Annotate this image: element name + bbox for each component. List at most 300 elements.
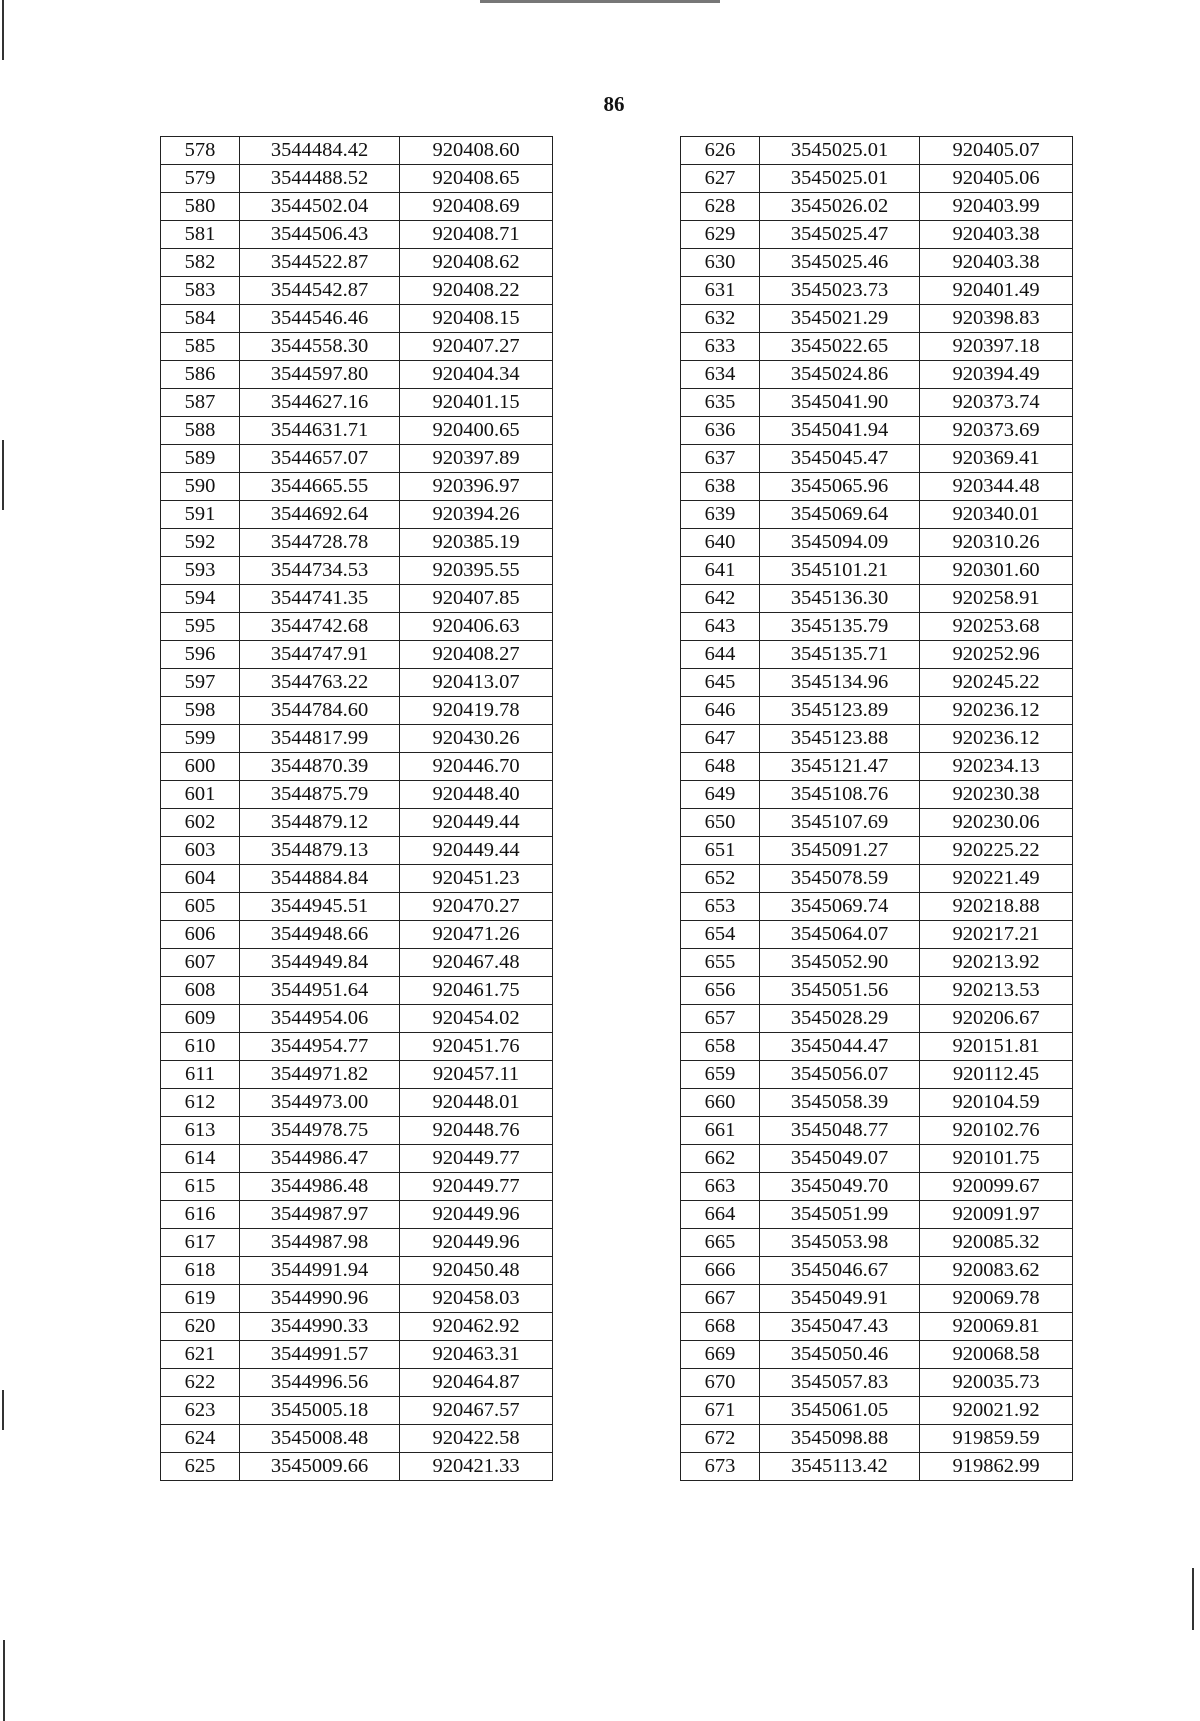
x-coordinate-cell: 3544987.98 [240, 1229, 400, 1257]
y-coordinate-cell: 919862.99 [920, 1453, 1073, 1481]
y-coordinate-cell: 920467.48 [400, 949, 553, 977]
x-coordinate-cell: 3544734.53 [240, 557, 400, 585]
point-number-cell: 646 [681, 697, 760, 725]
point-number-cell: 619 [161, 1285, 240, 1313]
point-number-cell: 599 [161, 725, 240, 753]
y-coordinate-cell: 920462.92 [400, 1313, 553, 1341]
point-number-cell: 578 [161, 137, 240, 165]
table-row [681, 697, 1073, 725]
coordinate-table-right [680, 136, 1073, 1481]
y-coordinate-cell: 920085.32 [920, 1229, 1073, 1257]
point-number-cell: 613 [161, 1117, 240, 1145]
y-coordinate-cell: 920405.07 [920, 137, 1073, 165]
point-number-cell: 667 [681, 1285, 760, 1313]
point-number-cell: 627 [681, 165, 760, 193]
y-coordinate-cell: 920253.68 [920, 613, 1073, 641]
x-coordinate-cell: 3544951.64 [240, 977, 400, 1005]
table-row [161, 473, 553, 501]
y-coordinate-cell: 920213.92 [920, 949, 1073, 977]
y-coordinate-cell: 920405.06 [920, 165, 1073, 193]
point-number-cell: 595 [161, 613, 240, 641]
x-coordinate-cell: 3544657.07 [240, 445, 400, 473]
x-coordinate-cell: 3545121.47 [760, 753, 920, 781]
x-coordinate-cell: 3545123.88 [760, 725, 920, 753]
table-row [161, 725, 553, 753]
point-number-cell: 583 [161, 277, 240, 305]
y-coordinate-cell: 920413.07 [400, 669, 553, 697]
x-coordinate-cell: 3545135.79 [760, 613, 920, 641]
scan-mark [2, 1390, 4, 1430]
point-number-cell: 592 [161, 529, 240, 557]
y-coordinate-cell: 920449.96 [400, 1201, 553, 1229]
x-coordinate-cell: 3545041.94 [760, 417, 920, 445]
point-number-cell: 662 [681, 1145, 760, 1173]
y-coordinate-cell: 920236.12 [920, 697, 1073, 725]
table-row [161, 445, 553, 473]
x-coordinate-cell: 3544728.78 [240, 529, 400, 557]
y-coordinate-cell: 920451.23 [400, 865, 553, 893]
x-coordinate-cell: 3544627.16 [240, 389, 400, 417]
table-row [161, 221, 553, 249]
point-number-cell: 596 [161, 641, 240, 669]
x-coordinate-cell: 3545052.90 [760, 949, 920, 977]
x-coordinate-cell: 3545057.83 [760, 1369, 920, 1397]
x-coordinate-cell: 3544971.82 [240, 1061, 400, 1089]
y-coordinate-cell: 920252.96 [920, 641, 1073, 669]
x-coordinate-cell: 3545049.70 [760, 1173, 920, 1201]
x-coordinate-cell: 3544879.12 [240, 809, 400, 837]
y-coordinate-cell: 920406.63 [400, 613, 553, 641]
x-coordinate-cell: 3544522.87 [240, 249, 400, 277]
point-number-cell: 611 [161, 1061, 240, 1089]
y-coordinate-cell: 920301.60 [920, 557, 1073, 585]
y-coordinate-cell: 920101.75 [920, 1145, 1073, 1173]
y-coordinate-cell: 920403.38 [920, 221, 1073, 249]
y-coordinate-cell: 920401.15 [400, 389, 553, 417]
table-row [161, 1397, 553, 1425]
table-row [681, 1005, 1073, 1033]
table-row [161, 137, 553, 165]
table-row [681, 417, 1073, 445]
x-coordinate-cell: 3545025.47 [760, 221, 920, 249]
table-row [161, 837, 553, 865]
point-number-cell: 657 [681, 1005, 760, 1033]
x-coordinate-cell: 3545021.29 [760, 305, 920, 333]
point-number-cell: 653 [681, 893, 760, 921]
table-row [681, 305, 1073, 333]
y-coordinate-cell: 920449.77 [400, 1173, 553, 1201]
table-row [681, 1117, 1073, 1145]
y-coordinate-cell: 920430.26 [400, 725, 553, 753]
x-coordinate-cell: 3544784.60 [240, 697, 400, 725]
y-coordinate-cell: 920408.27 [400, 641, 553, 669]
point-number-cell: 645 [681, 669, 760, 697]
y-coordinate-cell: 919859.59 [920, 1425, 1073, 1453]
point-number-cell: 649 [681, 781, 760, 809]
scan-mark [480, 0, 720, 3]
x-coordinate-cell: 3545048.77 [760, 1117, 920, 1145]
y-coordinate-cell: 920470.27 [400, 893, 553, 921]
y-coordinate-cell: 920448.40 [400, 781, 553, 809]
y-coordinate-cell: 920218.88 [920, 893, 1073, 921]
point-number-cell: 614 [161, 1145, 240, 1173]
y-coordinate-cell: 920395.55 [400, 557, 553, 585]
point-number-cell: 648 [681, 753, 760, 781]
table-row [681, 165, 1073, 193]
x-coordinate-cell: 3544884.84 [240, 865, 400, 893]
x-coordinate-cell: 3544990.96 [240, 1285, 400, 1313]
table-row [681, 137, 1073, 165]
table-row [681, 473, 1073, 501]
point-number-cell: 628 [681, 193, 760, 221]
table-row [161, 1453, 553, 1481]
y-coordinate-cell: 920396.97 [400, 473, 553, 501]
y-coordinate-cell: 920408.22 [400, 277, 553, 305]
point-number-cell: 661 [681, 1117, 760, 1145]
table-row [681, 1453, 1073, 1481]
point-number-cell: 594 [161, 585, 240, 613]
table-row [161, 1425, 553, 1453]
point-number-cell: 597 [161, 669, 240, 697]
y-coordinate-cell: 920091.97 [920, 1201, 1073, 1229]
y-coordinate-cell: 920230.38 [920, 781, 1073, 809]
table-row [681, 501, 1073, 529]
point-number-cell: 659 [681, 1061, 760, 1089]
point-number-cell: 603 [161, 837, 240, 865]
x-coordinate-cell: 3544763.22 [240, 669, 400, 697]
y-coordinate-cell: 920457.11 [400, 1061, 553, 1089]
point-number-cell: 641 [681, 557, 760, 585]
x-coordinate-cell: 3544949.84 [240, 949, 400, 977]
y-coordinate-cell: 920230.06 [920, 809, 1073, 837]
x-coordinate-cell: 3544991.94 [240, 1257, 400, 1285]
y-coordinate-cell: 920217.21 [920, 921, 1073, 949]
coordinate-table-left [160, 136, 553, 1481]
point-number-cell: 651 [681, 837, 760, 865]
point-number-cell: 587 [161, 389, 240, 417]
x-coordinate-cell: 3545098.88 [760, 1425, 920, 1453]
point-number-cell: 607 [161, 949, 240, 977]
y-coordinate-cell: 920407.85 [400, 585, 553, 613]
y-coordinate-cell: 920112.45 [920, 1061, 1073, 1089]
x-coordinate-cell: 3544597.80 [240, 361, 400, 389]
point-number-cell: 622 [161, 1369, 240, 1397]
point-number-cell: 640 [681, 529, 760, 557]
table-row [161, 921, 553, 949]
point-number-cell: 639 [681, 501, 760, 529]
point-number-cell: 637 [681, 445, 760, 473]
table-row [681, 1201, 1073, 1229]
point-number-cell: 665 [681, 1229, 760, 1257]
x-coordinate-cell: 3544506.43 [240, 221, 400, 249]
table-row [161, 669, 553, 697]
point-number-cell: 671 [681, 1397, 760, 1425]
x-coordinate-cell: 3545050.46 [760, 1341, 920, 1369]
y-coordinate-cell: 920422.58 [400, 1425, 553, 1453]
y-coordinate-cell: 920397.89 [400, 445, 553, 473]
x-coordinate-cell: 3544875.79 [240, 781, 400, 809]
table-row [161, 529, 553, 557]
y-coordinate-cell: 920408.69 [400, 193, 553, 221]
table-row [161, 949, 553, 977]
point-number-cell: 593 [161, 557, 240, 585]
scan-mark [2, 440, 4, 510]
x-coordinate-cell: 3545051.99 [760, 1201, 920, 1229]
y-coordinate-cell: 920373.74 [920, 389, 1073, 417]
x-coordinate-cell: 3545049.07 [760, 1145, 920, 1173]
point-number-cell: 658 [681, 1033, 760, 1061]
table-row [161, 389, 553, 417]
table-row [681, 725, 1073, 753]
y-coordinate-cell: 920461.75 [400, 977, 553, 1005]
y-coordinate-cell: 920397.18 [920, 333, 1073, 361]
table-row [681, 977, 1073, 1005]
point-number-cell: 635 [681, 389, 760, 417]
page-number: 86 [603, 92, 625, 116]
point-number-cell: 606 [161, 921, 240, 949]
point-number-cell: 604 [161, 865, 240, 893]
y-coordinate-cell: 920471.26 [400, 921, 553, 949]
table-row [681, 249, 1073, 277]
table-row [161, 1173, 553, 1201]
table-row [161, 1229, 553, 1257]
x-coordinate-cell: 3544986.48 [240, 1173, 400, 1201]
y-coordinate-cell: 920408.15 [400, 305, 553, 333]
table-row [161, 193, 553, 221]
x-coordinate-cell: 3544978.75 [240, 1117, 400, 1145]
point-number-cell: 642 [681, 585, 760, 613]
x-coordinate-cell: 3545069.74 [760, 893, 920, 921]
table-row [681, 1257, 1073, 1285]
y-coordinate-cell: 920369.41 [920, 445, 1073, 473]
x-coordinate-cell: 3545113.42 [760, 1453, 920, 1481]
x-coordinate-cell: 3545025.01 [760, 165, 920, 193]
table-row [681, 753, 1073, 781]
point-number-cell: 629 [681, 221, 760, 249]
y-coordinate-cell: 920448.76 [400, 1117, 553, 1145]
y-coordinate-cell: 920083.62 [920, 1257, 1073, 1285]
point-number-cell: 670 [681, 1369, 760, 1397]
table-row [161, 1341, 553, 1369]
table-row [681, 1397, 1073, 1425]
point-number-cell: 650 [681, 809, 760, 837]
y-coordinate-cell: 920408.62 [400, 249, 553, 277]
table-row [681, 1145, 1073, 1173]
y-coordinate-cell: 920407.27 [400, 333, 553, 361]
x-coordinate-cell: 3544817.99 [240, 725, 400, 753]
table-row [161, 1369, 553, 1397]
x-coordinate-cell: 3544692.64 [240, 501, 400, 529]
x-coordinate-cell: 3544987.97 [240, 1201, 400, 1229]
x-coordinate-cell: 3544484.42 [240, 137, 400, 165]
x-coordinate-cell: 3544954.06 [240, 1005, 400, 1033]
x-coordinate-cell: 3545123.89 [760, 697, 920, 725]
point-number-cell: 600 [161, 753, 240, 781]
point-number-cell: 591 [161, 501, 240, 529]
x-coordinate-cell: 3545108.76 [760, 781, 920, 809]
table-row [681, 1229, 1073, 1257]
point-number-cell: 633 [681, 333, 760, 361]
x-coordinate-cell: 3544986.47 [240, 1145, 400, 1173]
table-row [161, 1061, 553, 1089]
table-row [161, 585, 553, 613]
point-number-cell: 672 [681, 1425, 760, 1453]
table-row [161, 1313, 553, 1341]
table-row [161, 501, 553, 529]
x-coordinate-cell: 3544558.30 [240, 333, 400, 361]
y-coordinate-cell: 920104.59 [920, 1089, 1073, 1117]
y-coordinate-cell: 920102.76 [920, 1117, 1073, 1145]
y-coordinate-cell: 920385.19 [400, 529, 553, 557]
y-coordinate-cell: 920449.44 [400, 809, 553, 837]
point-number-cell: 580 [161, 193, 240, 221]
y-coordinate-cell: 920419.78 [400, 697, 553, 725]
x-coordinate-cell: 3545025.46 [760, 249, 920, 277]
y-coordinate-cell: 920449.77 [400, 1145, 553, 1173]
point-number-cell: 621 [161, 1341, 240, 1369]
table-row [161, 1201, 553, 1229]
table-row [161, 333, 553, 361]
table-row [161, 1285, 553, 1313]
point-number-cell: 615 [161, 1173, 240, 1201]
y-coordinate-cell: 920221.49 [920, 865, 1073, 893]
y-coordinate-cell: 920421.33 [400, 1453, 553, 1481]
x-coordinate-cell: 3544996.56 [240, 1369, 400, 1397]
x-coordinate-cell: 3545022.65 [760, 333, 920, 361]
table-row [681, 1033, 1073, 1061]
x-coordinate-cell: 3545041.90 [760, 389, 920, 417]
x-coordinate-cell: 3544488.52 [240, 165, 400, 193]
point-number-cell: 630 [681, 249, 760, 277]
y-coordinate-cell: 920449.96 [400, 1229, 553, 1257]
point-number-cell: 664 [681, 1201, 760, 1229]
y-coordinate-cell: 920458.03 [400, 1285, 553, 1313]
coordinate-table-left-body [161, 137, 553, 1481]
point-number-cell: 605 [161, 893, 240, 921]
point-number-cell: 638 [681, 473, 760, 501]
point-number-cell: 624 [161, 1425, 240, 1453]
scan-mark [2, 0, 4, 60]
scan-mark [1192, 1568, 1194, 1630]
point-number-cell: 644 [681, 641, 760, 669]
table-row [161, 557, 553, 585]
table-row [161, 1033, 553, 1061]
table-row [161, 1117, 553, 1145]
table-row [161, 613, 553, 641]
point-number-cell: 601 [161, 781, 240, 809]
y-coordinate-cell: 920099.67 [920, 1173, 1073, 1201]
point-number-cell: 673 [681, 1453, 760, 1481]
table-row [681, 893, 1073, 921]
table-row [681, 1341, 1073, 1369]
x-coordinate-cell: 3544954.77 [240, 1033, 400, 1061]
table-row [681, 557, 1073, 585]
point-number-cell: 632 [681, 305, 760, 333]
table-row [161, 865, 553, 893]
point-number-cell: 581 [161, 221, 240, 249]
point-number-cell: 609 [161, 1005, 240, 1033]
table-row [161, 277, 553, 305]
x-coordinate-cell: 3545107.69 [760, 809, 920, 837]
x-coordinate-cell: 3544945.51 [240, 893, 400, 921]
table-row [681, 277, 1073, 305]
table-row [681, 837, 1073, 865]
point-number-cell: 586 [161, 361, 240, 389]
table-row [681, 333, 1073, 361]
point-number-cell: 666 [681, 1257, 760, 1285]
table-row [161, 305, 553, 333]
table-row [681, 1173, 1073, 1201]
y-coordinate-cell: 920310.26 [920, 529, 1073, 557]
y-coordinate-cell: 920206.67 [920, 1005, 1073, 1033]
x-coordinate-cell: 3544870.39 [240, 753, 400, 781]
table-row [681, 361, 1073, 389]
point-number-cell: 631 [681, 277, 760, 305]
table-row [681, 445, 1073, 473]
x-coordinate-cell: 3544502.04 [240, 193, 400, 221]
table-row [161, 809, 553, 837]
x-coordinate-cell: 3545058.39 [760, 1089, 920, 1117]
table-row [681, 809, 1073, 837]
x-coordinate-cell: 3545061.05 [760, 1397, 920, 1425]
x-coordinate-cell: 3545045.47 [760, 445, 920, 473]
point-number-cell: 626 [681, 137, 760, 165]
table-row [681, 613, 1073, 641]
y-coordinate-cell: 920463.31 [400, 1341, 553, 1369]
y-coordinate-cell: 920245.22 [920, 669, 1073, 697]
y-coordinate-cell: 920408.60 [400, 137, 553, 165]
point-number-cell: 598 [161, 697, 240, 725]
y-coordinate-cell: 920213.53 [920, 977, 1073, 1005]
x-coordinate-cell: 3545024.86 [760, 361, 920, 389]
point-number-cell: 617 [161, 1229, 240, 1257]
table-row [681, 389, 1073, 417]
y-coordinate-cell: 920449.44 [400, 837, 553, 865]
x-coordinate-cell: 3545044.47 [760, 1033, 920, 1061]
y-coordinate-cell: 920403.38 [920, 249, 1073, 277]
point-number-cell: 618 [161, 1257, 240, 1285]
x-coordinate-cell: 3544879.13 [240, 837, 400, 865]
point-number-cell: 643 [681, 613, 760, 641]
x-coordinate-cell: 3545065.96 [760, 473, 920, 501]
point-number-cell: 620 [161, 1313, 240, 1341]
point-number-cell: 590 [161, 473, 240, 501]
y-coordinate-cell: 920394.49 [920, 361, 1073, 389]
x-coordinate-cell: 3544742.68 [240, 613, 400, 641]
table-row [161, 417, 553, 445]
table-row [161, 893, 553, 921]
table-row [161, 165, 553, 193]
y-coordinate-cell: 920236.12 [920, 725, 1073, 753]
y-coordinate-cell: 920340.01 [920, 501, 1073, 529]
table-row [681, 193, 1073, 221]
point-number-cell: 612 [161, 1089, 240, 1117]
table-row [681, 1061, 1073, 1089]
y-coordinate-cell: 920451.76 [400, 1033, 553, 1061]
point-number-cell: 668 [681, 1313, 760, 1341]
table-row [161, 1089, 553, 1117]
point-number-cell: 585 [161, 333, 240, 361]
table-row [161, 1257, 553, 1285]
x-coordinate-cell: 3545091.27 [760, 837, 920, 865]
point-number-cell: 655 [681, 949, 760, 977]
table-row [681, 1369, 1073, 1397]
table-row [161, 641, 553, 669]
x-coordinate-cell: 3545046.67 [760, 1257, 920, 1285]
y-coordinate-cell: 920225.22 [920, 837, 1073, 865]
point-number-cell: 634 [681, 361, 760, 389]
scan-mark [3, 1640, 5, 1721]
